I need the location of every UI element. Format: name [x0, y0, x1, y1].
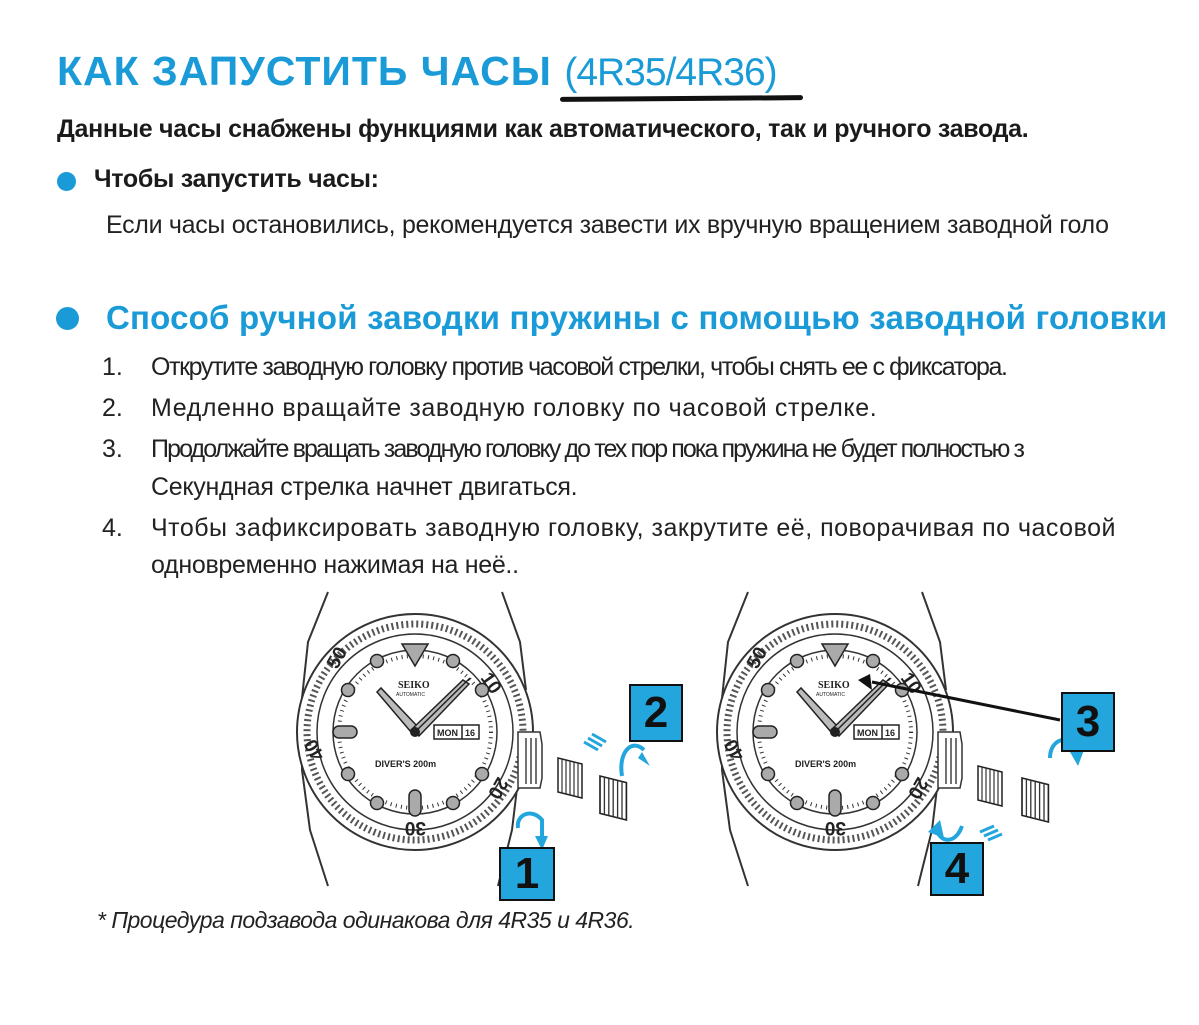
start-heading: Чтобы запустить часы: — [94, 165, 379, 193]
intro-text: Данные часы снабжены функциями как автоматического, так и ручного завода. — [57, 115, 1029, 143]
step-badge-4: 4 — [930, 842, 984, 896]
step-3-text-line2: Секундная стрелка начнет двигаться. — [151, 473, 578, 501]
step-badge-2: 2 — [629, 684, 683, 742]
step-badge-3: 3 — [1061, 692, 1115, 752]
crown-left-large — [600, 776, 626, 820]
page-title — [57, 48, 777, 95]
bullet-start — [57, 172, 76, 191]
start-text: Если часы остановились, рекомендуется завести их вручную вращением заводной голо — [106, 211, 1109, 239]
bullet-manual — [56, 307, 79, 330]
step-2-number: 2. — [102, 394, 123, 422]
step-3-number: 3. — [102, 435, 123, 463]
watch-right — [717, 592, 962, 886]
title-model: (4R35/4R36) — [564, 51, 777, 94]
step-4-text-line2: одновременно нажимая на неё.. — [151, 551, 519, 579]
step-4-text-line1: Чтобы зафиксировать заводную головку, закрутите её, поворачивая по часовой — [151, 514, 1116, 542]
title-main: КАК ЗАПУСТИТЬ ЧАСЫ — [57, 48, 552, 94]
crown-right-large — [1022, 778, 1048, 822]
step-2-text: Медленно вращайте заводную головку по часовой стрелке. — [151, 394, 878, 422]
title-underline — [560, 95, 803, 102]
crown-right-small — [978, 766, 1002, 806]
step-1-number: 1. — [102, 353, 123, 381]
step-1-text: Открутите заводную головку против часовой стрелки, чтобы снять ее с фиксатора. — [151, 353, 1007, 381]
step-4-number: 4. — [102, 514, 123, 542]
step-3-text-line1: Продолжайте вращать заводную головку до тех пор пока пружина не будет полностью з — [151, 435, 1024, 463]
crown-left-small — [558, 758, 582, 798]
footnote: * Процедура подзавода одинакова для 4R35 и 4R36. — [97, 907, 635, 933]
manual-heading: Способ ручной заводки пружины с помощью заводной головки — [106, 299, 1168, 336]
winding-illustration — [280, 580, 1199, 900]
step-badge-1: 1 — [499, 847, 555, 901]
watch-left — [297, 592, 542, 886]
